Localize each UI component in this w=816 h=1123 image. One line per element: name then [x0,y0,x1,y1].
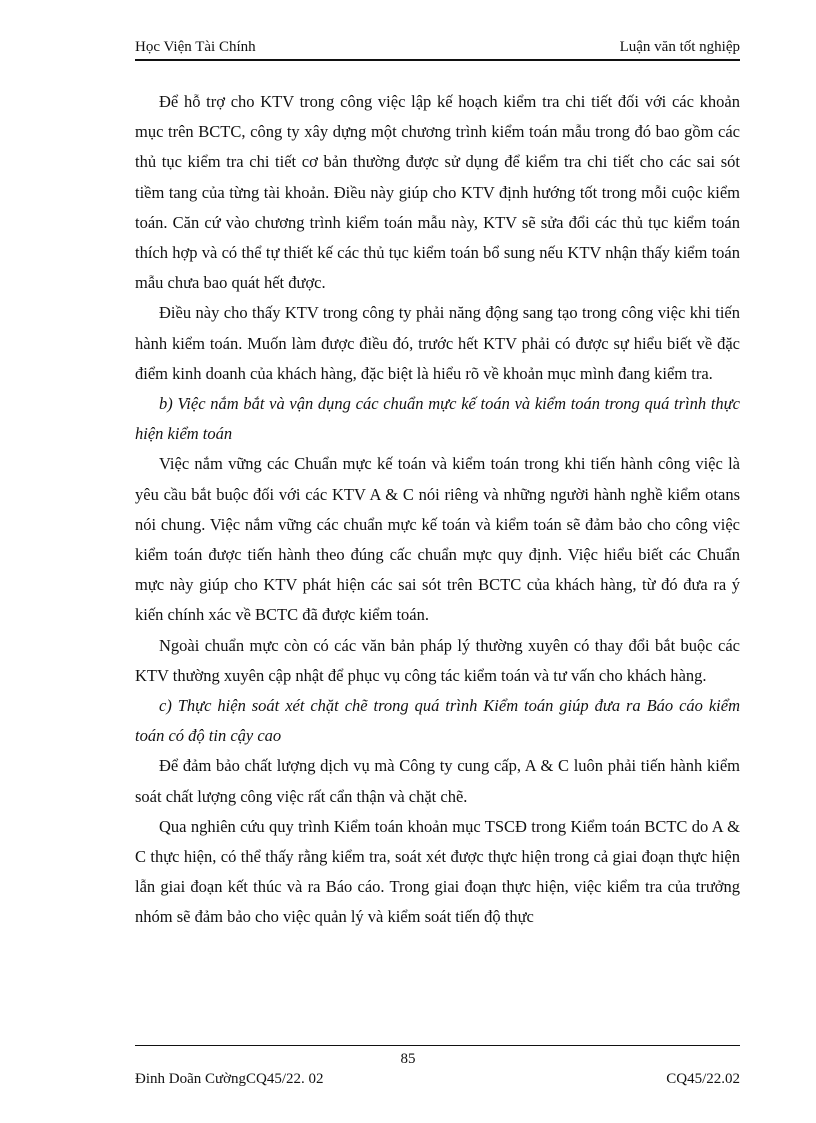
footer-divider [135,1045,740,1046]
page-number: 85 [400,1051,416,1067]
section-heading-c: c) Thực hiện soát xét chặt chẽ trong quá trình Kiểm toán giúp đưa ra Báo cáo kiểm toán có độ tin cậy cao [135,696,740,746]
footer-author: Đinh Doãn CườngCQ45/22. 02 [135,1071,324,1087]
page-header [135,37,740,61]
paragraph: Việc nắm vững các Chuẩn mực kế toán và kiểm toán trong khi tiến hành công việc là yêu cầu bắt buộc đối với các KTV A & C nói riêng và những người hành nghề kiểm otans nói chung. Việc nắm vững các chuẩn mực kế toán và kiểm toán sẽ đảm bảo cho công việc kiểm toán được tiến hành theo đúng cấc chuẩn mực quy định. Việc hiểu biết các Chuẩn mực này giúp cho KTV phát hiện các sai sót trên BCTC của khách hàng, từ đó đưa ra ý kiến chính xác về BCTC đã được kiểm toán. [135,454,740,625]
paragraph: Để đảm bảo chất lượng dịch vụ mà Công ty cung cấp, A & C luôn phải tiến hành kiểm soát chất lượng công việc rất cẩn thận và chặt chẽ. [135,756,740,806]
paragraph: Điều này cho thấy KTV trong công ty phải năng động sang tạo trong công việc khi tiến hành kiểm toán. Muốn làm được điều đó, trước hết KTV phải có được sự hiểu biết về đặc điểm kinh doanh của khách hàng, đặc biệt là hiểu rõ về khoản mục mình đang kiểm tra. [135,303,740,383]
footer-class-code: CQ45/22.02 [666,1071,740,1087]
paragraph: Ngoài chuẩn mực còn có các văn bản pháp lý thường xuyên có thay đổi bắt buộc các KTV thường xuyên cập nhật để phục vụ công tác kiểm toán và tư vấn cho khách hàng. [135,635,740,685]
paragraph: Để hỗ trợ cho KTV trong công việc lập kế hoạch kiểm tra chi tiết đối với các khoản mục trên BCTC, công ty xây dựng một chương trình kiểm toán mẫu trong đó bao gồm các thủ tục kiểm tra chi tiết cơ bản thường được sử dụng để kiểm tra chi tiết cho các sai sót tiềm tang của từng tài khoản. Điều này giúp cho KTV định hướng tốt trong mỗi cuộc kiểm toán. Căn cứ vào chương trình kiểm toán mẫu này, KTV sẽ sửa đổi các thủ tục kiểm toán thích hợp và có thể tự thiết kế các thủ tục kiểm toán bổ sung nếu KTV nhận thấy kiểm toán mẫu chưa bao quát hết được. [135,92,740,293]
paragraph: Qua nghiên cứu quy trình Kiểm toán khoản mục TSCĐ trong Kiểm toán BCTC do A & C thực hiện, có thể thấy rằng kiểm tra, soát xét được thực hiện trong cả giai đoạn thực hiện lẫn giai đoạn kết thúc và ra Báo cáo. Trong giai đoạn thực hiện, việc kiểm tra của trưởng nhóm sẽ đảm bảo cho việc quản lý và kiểm soát tiến độ thực [135,816,740,927]
header-doc-type: Luận văn tốt nghiệp [619,39,740,55]
page-body [135,87,740,933]
header-institution: Học Viện Tài Chính [135,39,256,55]
section-heading-b: b) Việc nắm bắt và vận dụng các chuẩn mực kế toán và kiểm toán trong quá trình thực hiện kiểm toán [135,394,740,444]
